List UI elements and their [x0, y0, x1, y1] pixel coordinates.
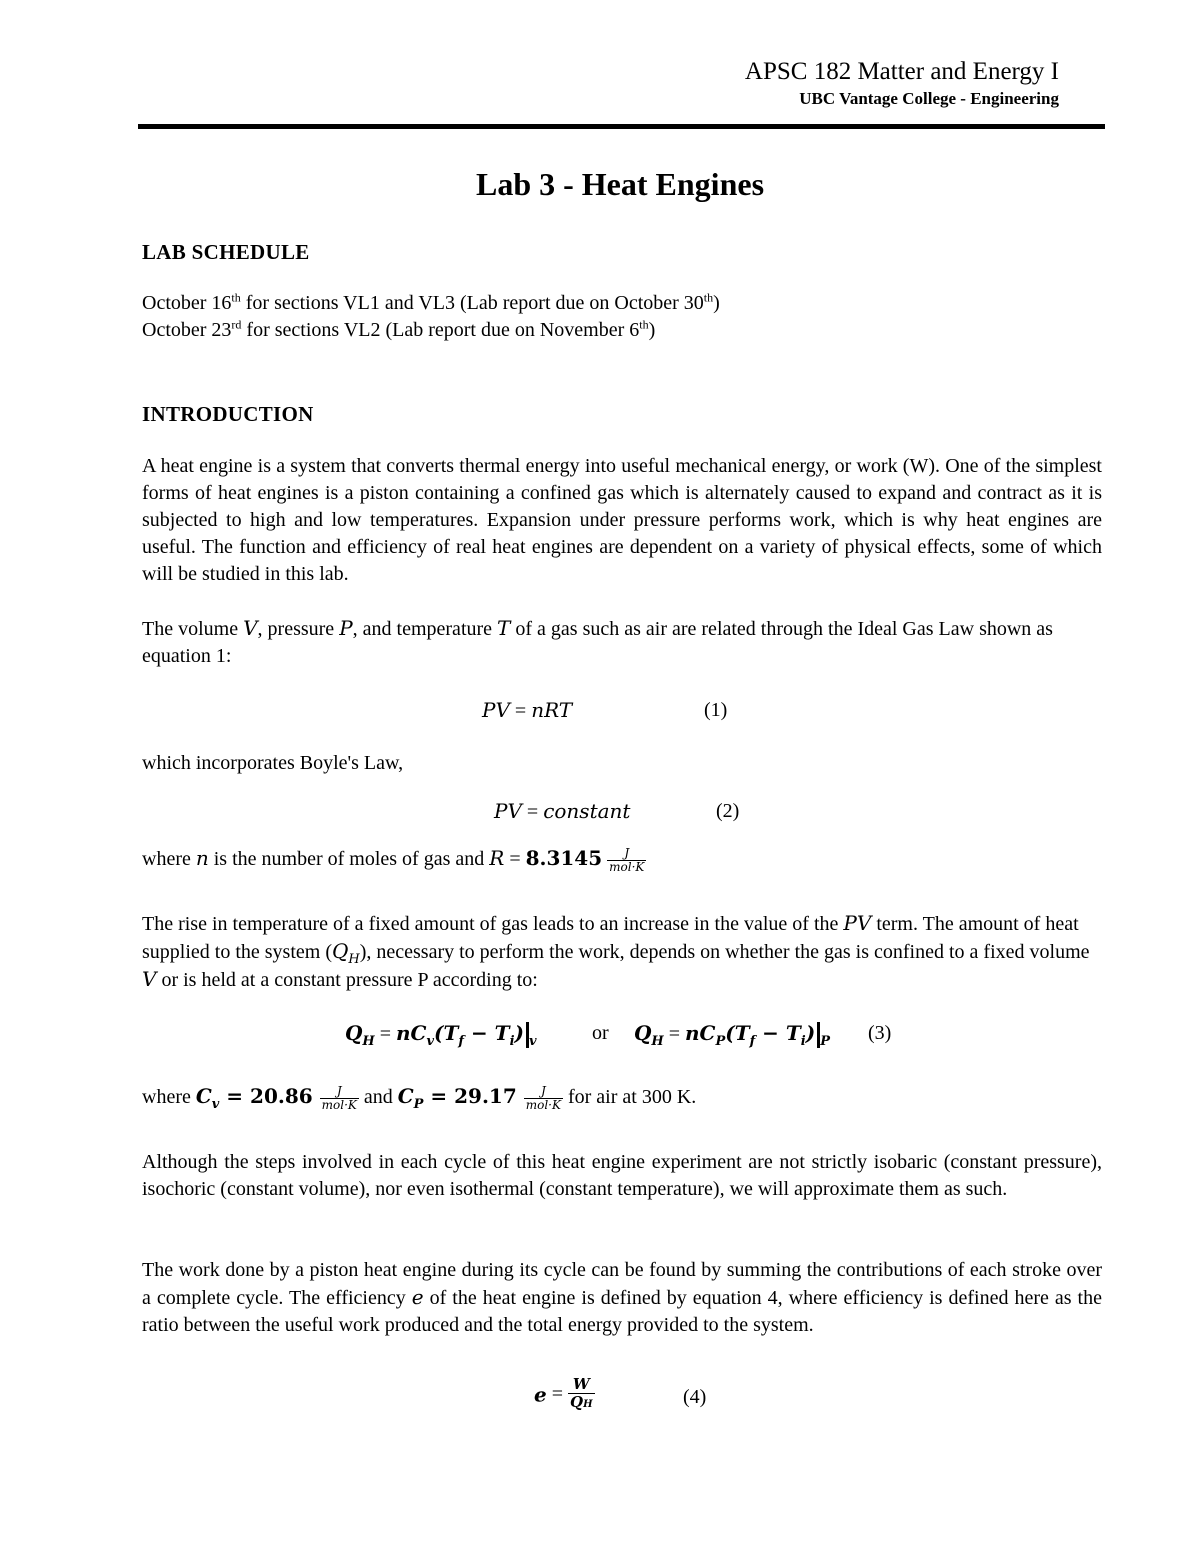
text: H	[362, 1034, 375, 1049]
text: or is held at a constant pressure P according to:	[156, 969, 538, 991]
text: of a gas such as air are related through the Ideal Gas Law shown as equation 1:	[142, 618, 1053, 667]
var-r: R	[489, 846, 505, 870]
college-name: UBC Vantage College - Engineering	[799, 89, 1059, 108]
text: P	[820, 1034, 830, 1049]
course-title: APSC 182 Matter and Energy I	[744, 58, 1059, 85]
text: =	[374, 1023, 396, 1045]
text: is the number of moles of gas and	[208, 848, 490, 870]
eq1-lhs: PV	[482, 698, 510, 722]
header-rule	[138, 124, 1105, 129]
text: The rise in temperature of a fixed amount of gas leads to an increase in the value of the	[142, 913, 844, 935]
eq4-numerator: W	[568, 1376, 595, 1394]
schedule-date-2: October 23	[142, 319, 232, 341]
intro-paragraph-6	[142, 1084, 696, 1112]
var-p: P	[339, 616, 353, 640]
text: (T	[725, 1021, 750, 1045]
schedule-close-2: )	[648, 319, 656, 341]
eq2-op: =	[521, 801, 544, 823]
intro-paragraph-8	[142, 1257, 1102, 1339]
equation-3-left	[345, 1021, 537, 1048]
text: H	[651, 1034, 664, 1049]
eq2-lhs: PV	[494, 799, 522, 823]
lab-schedule-heading: LAB SCHEDULE	[142, 240, 310, 264]
var-cv: C	[195, 1084, 212, 1108]
cp-unit	[524, 1085, 563, 1112]
cv-unit	[320, 1085, 359, 1112]
text: term. The amount of heat supplied to the system (	[142, 913, 1079, 963]
text: n	[396, 1021, 411, 1045]
introduction-heading: INTRODUCTION	[142, 402, 314, 426]
text: The volume	[142, 618, 244, 640]
unit-denominator: mol·K	[609, 859, 645, 874]
unit-numerator: J	[607, 847, 646, 861]
gas-constant-unit	[607, 847, 646, 874]
text: i	[509, 1034, 515, 1049]
equation-3-right	[634, 1021, 830, 1048]
text: Q	[570, 1393, 584, 1411]
text: Q	[634, 1021, 652, 1045]
var-cp: C	[397, 1084, 414, 1108]
text: i	[800, 1034, 806, 1049]
unit-numerator: J	[524, 1085, 563, 1099]
text: =	[663, 1023, 685, 1045]
equation-1-number: (1)	[704, 699, 728, 721]
text: C	[699, 1021, 716, 1045]
schedule-text-1: for sections VL1 and VL3 (Lab report due on October 30	[240, 292, 704, 314]
var-q: Q	[331, 939, 349, 963]
equation-4-number: (4)	[683, 1386, 707, 1408]
equation-3-number: (3)	[868, 1022, 892, 1044]
eq4-lhs: e	[534, 1382, 547, 1407]
var-v2: V	[142, 967, 157, 991]
text: for air at 300 K.	[567, 1086, 697, 1108]
text: )	[805, 1021, 816, 1045]
schedule-text-2: for sections VL2 (Lab report due on November 6	[241, 319, 640, 341]
text: P	[715, 1034, 726, 1049]
cv-value: = 20.86	[219, 1084, 320, 1108]
text: where	[142, 1086, 196, 1108]
schedule-due-2-suffix: th	[639, 317, 649, 332]
intro-paragraph-4	[142, 846, 646, 874]
unit-denominator: mol·K	[525, 1097, 561, 1112]
text: ), necessary to perform the work, depends on whether the gas is confined to a fixed volume	[359, 941, 1090, 963]
unit-denominator: mol·K	[321, 1097, 357, 1112]
equation-4	[534, 1376, 595, 1413]
eq1-rhs: nRT	[531, 698, 573, 722]
text: )	[514, 1021, 524, 1045]
var-e: e	[411, 1285, 424, 1309]
text: f	[458, 1034, 464, 1049]
text: H	[348, 952, 360, 967]
text: H	[583, 1399, 593, 1410]
text: and	[363, 1086, 393, 1108]
schedule-close-1: )	[713, 292, 720, 314]
text: v	[426, 1034, 435, 1049]
text: Q	[345, 1021, 363, 1045]
schedule-line-1	[142, 292, 720, 315]
text: C	[410, 1021, 427, 1045]
intro-paragraph-5	[142, 910, 1102, 994]
cp-value: = 29.17	[423, 1084, 524, 1108]
schedule-line-2	[142, 319, 655, 342]
eq4-op: =	[546, 1383, 569, 1405]
var-n: n	[195, 846, 209, 870]
document-title: Lab 3 - Heat Engines	[475, 166, 765, 202]
intro-paragraph-3: which incorporates Boyle's Law,	[142, 752, 404, 774]
equation-2	[494, 799, 630, 824]
text: f	[749, 1034, 756, 1049]
schedule-date-1-suffix: th	[231, 290, 241, 305]
equation-3-or: or	[592, 1022, 609, 1044]
gas-constant-value: 8.3145	[525, 846, 603, 870]
text: of the heat engine is defined by equation 4, where efficiency is defined here as the ratio between the useful work produced and the total energy provided to the system.	[142, 1287, 1102, 1336]
eq2-rhs: constant	[543, 799, 631, 823]
var-t: T	[497, 616, 511, 640]
text: v	[211, 1097, 220, 1112]
var-pv: PV	[843, 911, 872, 935]
schedule-date-2-suffix: rd	[231, 317, 242, 332]
equation-1	[482, 698, 572, 723]
intro-paragraph-2	[142, 615, 1102, 670]
var-v: V	[243, 616, 258, 640]
intro-paragraph-1: A heat engine is a system that converts thermal energy into useful mechanical energy, or work (W). One of the simplest forms of heat engines is a piston containing a confined gas which is alternately caused to expand and contract as it is subjected to high and low temperatures. Expansion under pressure performs work, which is why heat engines are useful. The function and efficiency of real heat engines are dependent on a variety of physical effects, some of which will be studied in this lab.	[142, 455, 1102, 585]
unit-numerator: J	[320, 1085, 359, 1099]
text: , and temperature	[352, 618, 498, 640]
eq4-denominator	[568, 1394, 595, 1413]
text: where	[142, 848, 196, 870]
text: P	[413, 1097, 424, 1112]
eq4-fraction	[568, 1376, 595, 1413]
text: v	[528, 1034, 537, 1049]
schedule-date-1: October 16	[142, 292, 232, 314]
text: − T	[755, 1021, 801, 1045]
eq1-op: =	[509, 700, 532, 722]
text: − T	[463, 1021, 510, 1045]
text: (T	[434, 1021, 459, 1045]
text: , pressure	[257, 618, 340, 640]
intro-paragraph-7: Although the steps involved in each cycle of this heat engine experiment are not strictly isobaric (constant pressure), isochoric (constant volume), nor even isothermal (constant temperature), we will approximate them as such.	[142, 1151, 1102, 1200]
text: =	[504, 848, 526, 870]
schedule-due-1-suffix: th	[703, 290, 714, 305]
text: n	[685, 1021, 700, 1045]
text: The work done by a piston heat engine during its cycle can be found by summing the contributions of each stroke over a complete cycle. The efficiency	[142, 1259, 1102, 1309]
equation-2-number: (2)	[716, 800, 740, 822]
